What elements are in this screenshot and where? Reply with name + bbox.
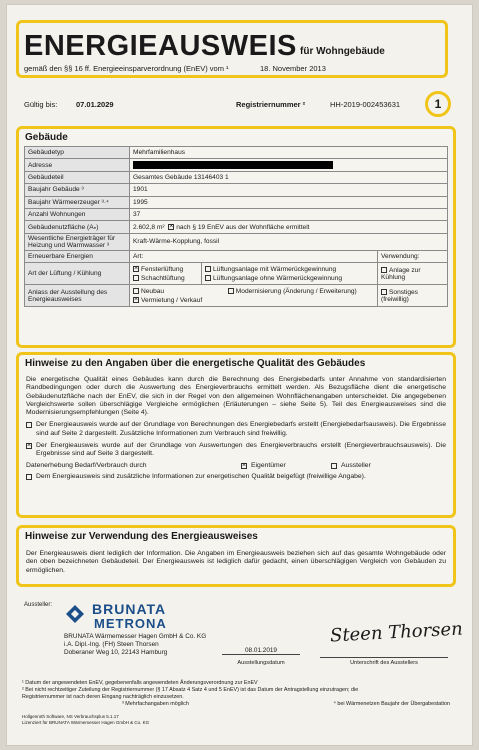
license-line: Lizenziert für BRUNATA Wärmemesser Hagen GmbH & Co. KG: [22, 719, 150, 725]
row-label: Baujahr Gebäude ³: [25, 184, 130, 196]
checked-box-icon[interactable]: ×: [27, 442, 32, 450]
checkbox-icon[interactable]: [133, 288, 139, 294]
row-value: Mehrfamilienhaus: [130, 147, 448, 159]
hints-section: [16, 352, 456, 518]
area-number: 2.602,8 m²: [133, 223, 165, 231]
issue-date-caption: Ausstellungsdatum: [237, 660, 285, 666]
table-row: [25, 159, 448, 171]
brand-name-secondary: METRONA: [94, 616, 167, 631]
software-note: [22, 714, 149, 725]
option-demand: [19, 421, 453, 438]
reason-option: Vermietung / Verkauf: [141, 296, 203, 304]
checkbox-icon[interactable]: [133, 275, 139, 281]
law-text: gemäß den §§ 16 ff. Energieeinsparverordnung (EnEV) vom ¹: [24, 64, 229, 73]
reason-col-2: [378, 285, 448, 307]
area-method: nach § 19 EnEV aus der Wohnfläche ermittelt: [176, 223, 310, 231]
table-row: [25, 250, 448, 262]
table-row: [25, 263, 448, 285]
reason-option: Modernisierung (Änderung / Erweiterung): [235, 287, 357, 295]
row-label: Adresse: [25, 159, 130, 171]
document-subtitle: für Wohngebäude: [300, 46, 385, 57]
issuer-street: Doberaner Weg 10, 22143 Hamburg: [64, 649, 168, 656]
renew-art: Art:: [130, 250, 378, 262]
row-label: Gebäudenutzfläche (Aₙ): [25, 221, 130, 233]
option-additional-text: Dem Energieausweis sind zusätzliche Informationen zur energetischen Qualität beigefügt (freiwillige Angabe).: [36, 472, 366, 480]
vent-option: Schachtlüftung: [141, 274, 185, 282]
checkbox-icon[interactable]: [381, 289, 387, 295]
checkbox-icon[interactable]: [26, 422, 32, 428]
building-section: [16, 126, 456, 348]
option-consumption-text: Der Energieausweis wurde auf der Grundlage von Auswertungen des Energieverbrauchs erstellt (Energieverbrauchsausweis). Die Ergebnisse sind auf Seite 3 dargestellt.: [36, 442, 446, 458]
row-value: 37: [130, 208, 448, 220]
row-label: Anlass der Ausstellung des Energieausweises: [25, 285, 130, 307]
data-source-row: [19, 462, 453, 470]
checkbox-icon[interactable]: [228, 288, 234, 294]
issuer-label: Aussteller:: [24, 602, 53, 608]
row-label: Gebäudetyp: [25, 147, 130, 159]
signature: Steen Thorsen: [329, 618, 464, 647]
usage-text: Der Energieausweis dient lediglich der Information. Die Angaben im Energieausweis beziehen sich auf das gesamte Wohngebäude oder den oben bezeichneten Gebäudeteil. Der Energieausweis ist lediglich dafür gedacht, einen überschlägigen Vergleich von Gebäuden zu ermöglichen.: [26, 550, 446, 574]
software-line: Hollgenroth Software, NS Verbrauchsplus 5.1.17: [22, 714, 119, 719]
row-label: Baujahr Wärmeerzeuger ³·⁴: [25, 196, 130, 208]
usage-section: [16, 525, 456, 587]
checked-box-icon[interactable]: ×: [242, 461, 247, 469]
reason-option: Neubau: [141, 287, 165, 295]
row-label: Gebäudeteil: [25, 171, 130, 183]
vent-col-1: [130, 263, 202, 285]
hints-heading: Hinweise zu den Angaben über die energetische Qualität des Gebäudes: [25, 358, 366, 369]
checked-box-icon[interactable]: ×: [134, 295, 139, 303]
row-value: 1901: [130, 184, 448, 196]
issuer-address: [64, 633, 206, 657]
footnote: ⁴ bei Wärmenetzen Baujahr der Übergabestation: [333, 701, 450, 707]
issue-date: 08.01.2019: [222, 647, 300, 655]
footnote: ³ Mehrfachangaben möglich: [122, 701, 189, 707]
option-demand-text: Der Energieausweis wurde auf der Grundlage von Berechnungen des Energiebedarfs erstellt (Energiebedarfsausweis). Die Ergebnisse sind auf Seite 2 dargestellt. Zusätzliche Informationen zum Verbrauch sind freiwillig.: [36, 421, 446, 437]
reason-col-1: [130, 285, 378, 307]
footnote: ¹ Datum der angewendeten EnEV, gegebenenfalls angewendeten Änderungsverordnung zur EnEV: [22, 680, 258, 686]
data-source-label: Datenerhebung Bedarf/Verbrauch durch: [26, 461, 147, 469]
checked-box-icon[interactable]: ×: [134, 264, 139, 272]
row-value: Gesamtes Gebäude 13146403 1: [130, 171, 448, 183]
row-label: Art der Lüftung / Kühlung: [25, 263, 130, 285]
page-number: 1: [425, 91, 451, 117]
table-row: [25, 285, 448, 307]
issuer-company: BRUNATA Wärmemesser Hagen GmbH & Co. KG: [64, 633, 207, 640]
valid-label: Gültig bis:: [24, 100, 58, 109]
address-value: [130, 159, 448, 171]
valid-value: 07.01.2029: [76, 100, 114, 109]
footnote: ² Bei nicht rechtzeitiger Zuteilung der Registriernummer (§ 17 Absatz 4 Satz 4 und 5 EnEV) ist das Datum der Antragstellung einzutragen; die Registriernummer ist nach deren Eingang nachträglich einzusetzen.: [22, 687, 359, 700]
usage-heading: Hinweise zur Verwendung des Energieausweises: [25, 531, 258, 542]
footnote-line-3: [22, 701, 450, 708]
signature-line: [320, 657, 448, 658]
issuer-option: Aussteller: [341, 461, 371, 469]
checkbox-icon[interactable]: [331, 463, 337, 469]
law-date: 18. November 2013: [260, 64, 326, 73]
registration-label: Registriernummer ²: [236, 100, 306, 109]
checkbox-icon[interactable]: [205, 266, 211, 272]
building-table: [24, 146, 448, 307]
vent-option: Lüftungsanlage mit Wärmerückgewinnung: [213, 265, 337, 273]
signature-caption: Unterschrift des Ausstellers: [350, 660, 418, 666]
area-value: [130, 221, 448, 233]
building-heading: Gebäude: [25, 132, 68, 143]
row-label: Anzahl Wohnungen: [25, 208, 130, 220]
table-row: [25, 233, 448, 250]
vent-option: Lüftungsanlage ohne Wärmerückgewinnung: [213, 274, 343, 282]
option-consumption: [19, 442, 453, 459]
footnotes: [22, 680, 450, 708]
brand-name: BRUNATA: [92, 601, 167, 617]
row-label: Wesentliche Energieträger für Heizung und Warmwasser ³: [25, 233, 130, 250]
checkbox-icon[interactable]: [205, 275, 211, 281]
checkbox-icon[interactable]: [381, 267, 387, 273]
checkbox-icon[interactable]: [26, 474, 32, 480]
table-row: [25, 221, 448, 233]
table-row: [25, 147, 448, 159]
redaction-bar: [133, 161, 333, 169]
vent-col-2: [202, 263, 378, 285]
checked-box-icon[interactable]: ×: [169, 222, 174, 230]
table-row: [25, 184, 448, 196]
row-label: Erneuerbare Energien: [25, 250, 130, 262]
row-value: 1995: [130, 196, 448, 208]
owner-option: Eigentümer: [251, 461, 286, 469]
row-value: Kraft-Wärme-Kopplung, fossil: [130, 233, 448, 250]
table-row: [25, 171, 448, 183]
vent-col-3: [378, 263, 448, 285]
table-row: [25, 208, 448, 220]
document-title: ENERGIEAUSWEIS: [24, 30, 297, 62]
registration-value: HH-2019-002453631: [330, 100, 401, 109]
law-reference: [24, 64, 326, 73]
vent-option: Anlage zur Kühlung: [381, 266, 421, 281]
option-additional: [19, 473, 453, 481]
issuer-person: i.A. Dipl.-Ing. (FH) Steen Thorsen: [64, 641, 159, 648]
hints-paragraph: Die energetische Qualität eines Gebäudes kann durch die Berechnung des Energiebedarfs unter Annahme von standardisierten Randbedingungen oder durch die Auswertung des Energieverbrauchs ermittelt werden. Als Bezugsfläche dient die energetische Gebäudenutzfläche nach der EnEV, die sich in der Regel von den allgemeinen Wohnflächenangaben unterscheidet. Die angegebenen Vergleichswerte sollen überschlägige Vergleiche ermöglichen (Erläuterungen – siehe Seite 5). Teil des Energieausweises sind die Modernisierungsempfehlungen (Seite 4).: [26, 376, 446, 417]
footnote-line-1: [22, 680, 450, 687]
vent-option: Fensterlüftung: [141, 265, 184, 273]
table-row: [25, 196, 448, 208]
reason-option: Sonstiges (freiwillig): [381, 288, 418, 303]
renew-use: Verwendung:: [378, 250, 448, 262]
brunata-logo-icon: [64, 603, 86, 625]
